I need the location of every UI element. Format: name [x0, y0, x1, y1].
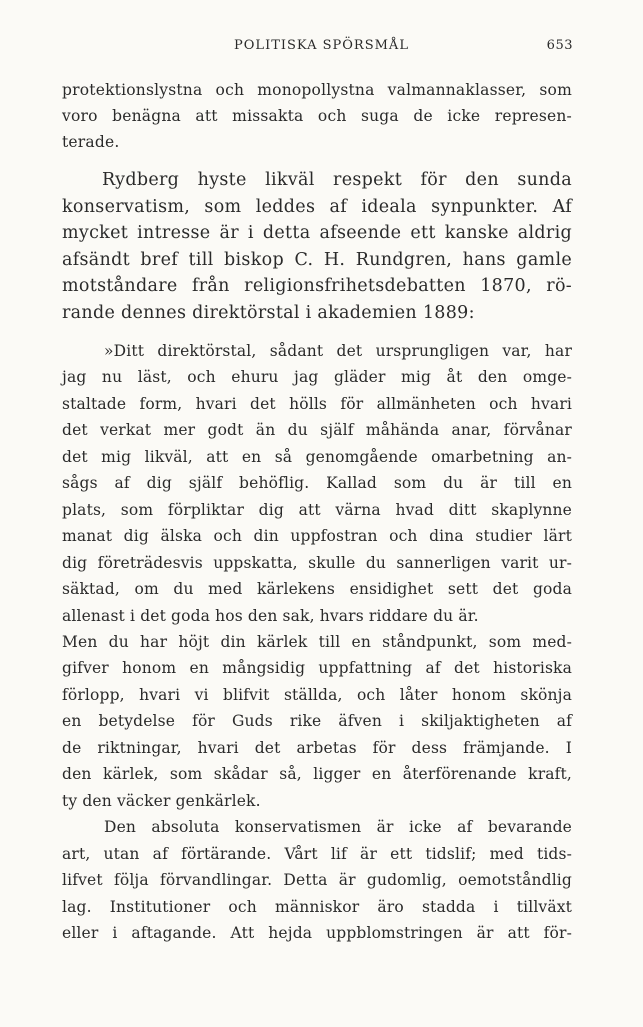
paragraph-protektionslystna	[62, 77, 572, 155]
text-line: manat dig älska och din uppfostran och dina studier lärt	[62, 527, 572, 546]
text-line: motståndare från religionsfrihetsdebatten 1870, rö-	[62, 276, 572, 297]
text-line: afsändt bref till biskop C. H. Rundgren, hans gamle	[62, 249, 572, 270]
text-line: mycket intresse är i detta afseende ett kanske aldrig	[62, 223, 572, 244]
running-header	[0, 38, 643, 58]
text-line: voro benägna att missakta och suga de icke represen-	[62, 107, 572, 125]
text-line: staltade form, hvari det hölls för allmänheten och hvari	[62, 394, 572, 413]
text-line: art, utan af förtärande. Vårt lif är ett tidslif; med tids-	[62, 844, 572, 863]
text-line: ty den väcker genkärlek.	[62, 791, 261, 810]
text-line: plats, som förpliktar dig att värna hvad ditt skaplynne	[62, 500, 572, 519]
text-line: det verkat mer godt än du själf måhända anar, förvånar	[62, 421, 572, 440]
text-line: eller i aftagande. Att hejda uppblomstringen är att för-	[62, 923, 572, 942]
text-line: lag. Institutioner och människor äro stadda i tillväxt	[62, 897, 572, 916]
text-line: den kärlek, som skådar så, ligger en återförenande kraft,	[62, 765, 572, 784]
paragraph-rydberg	[62, 167, 572, 327]
text-line: jag nu läst, och ehuru jag gläder mig åt den omge-	[62, 368, 572, 387]
text-line: de riktningar, hvari det arbetas för dess främjande. I	[62, 738, 572, 757]
text-line: Den absoluta konservatismen är icke af bevarande	[104, 818, 572, 837]
text-line: gifver honom en mångsidig uppfattning af det historiska	[62, 659, 572, 678]
text-line: dig företrädesvis uppskatta, skulle du sannerligen varit ur-	[62, 553, 572, 572]
text-line: det mig likväl, att en så genomgående omarbetning an-	[62, 447, 572, 466]
text-line: en betydelse för Guds rike äfven i skiljaktigheten af	[62, 712, 572, 731]
text-line: protektionslystna och monopollystna valmannaklasser, som	[62, 81, 572, 99]
text-line: konservatism, som leddes af ideala synpunkter. Af	[62, 196, 572, 217]
text-line: säktad, om du med kärlekens ensidighet sett det goda	[62, 580, 572, 599]
text-line: förlopp, hvari vi blifvit ställda, och låter honom skönja	[62, 685, 572, 704]
text-line: Rydberg hyste likväl respekt för den sunda	[102, 170, 572, 190]
text-line: terade.	[62, 133, 120, 151]
letter-quote	[62, 338, 572, 946]
text-line: allenast i det goda hos den sak, hvars riddare du är.	[62, 606, 479, 625]
text-line: »Ditt direktörstal, sådant det ursprungligen var, har	[104, 342, 572, 360]
running-title: POLITISKA SPÖRSMÅL	[234, 38, 409, 53]
text-line: Men du har höjt din kärlek till en ståndpunkt, som med-	[62, 632, 572, 651]
text-line: rande dennes direktörstal i akademien 1889:	[62, 302, 475, 323]
text-line: sågs af dig själf behöflig. Kallad som du är till en	[62, 474, 572, 493]
page-number: 653	[546, 38, 573, 53]
text-line: lifvet följa förvandlingar. Detta är gudomlig, oemotståndlig	[62, 871, 572, 890]
